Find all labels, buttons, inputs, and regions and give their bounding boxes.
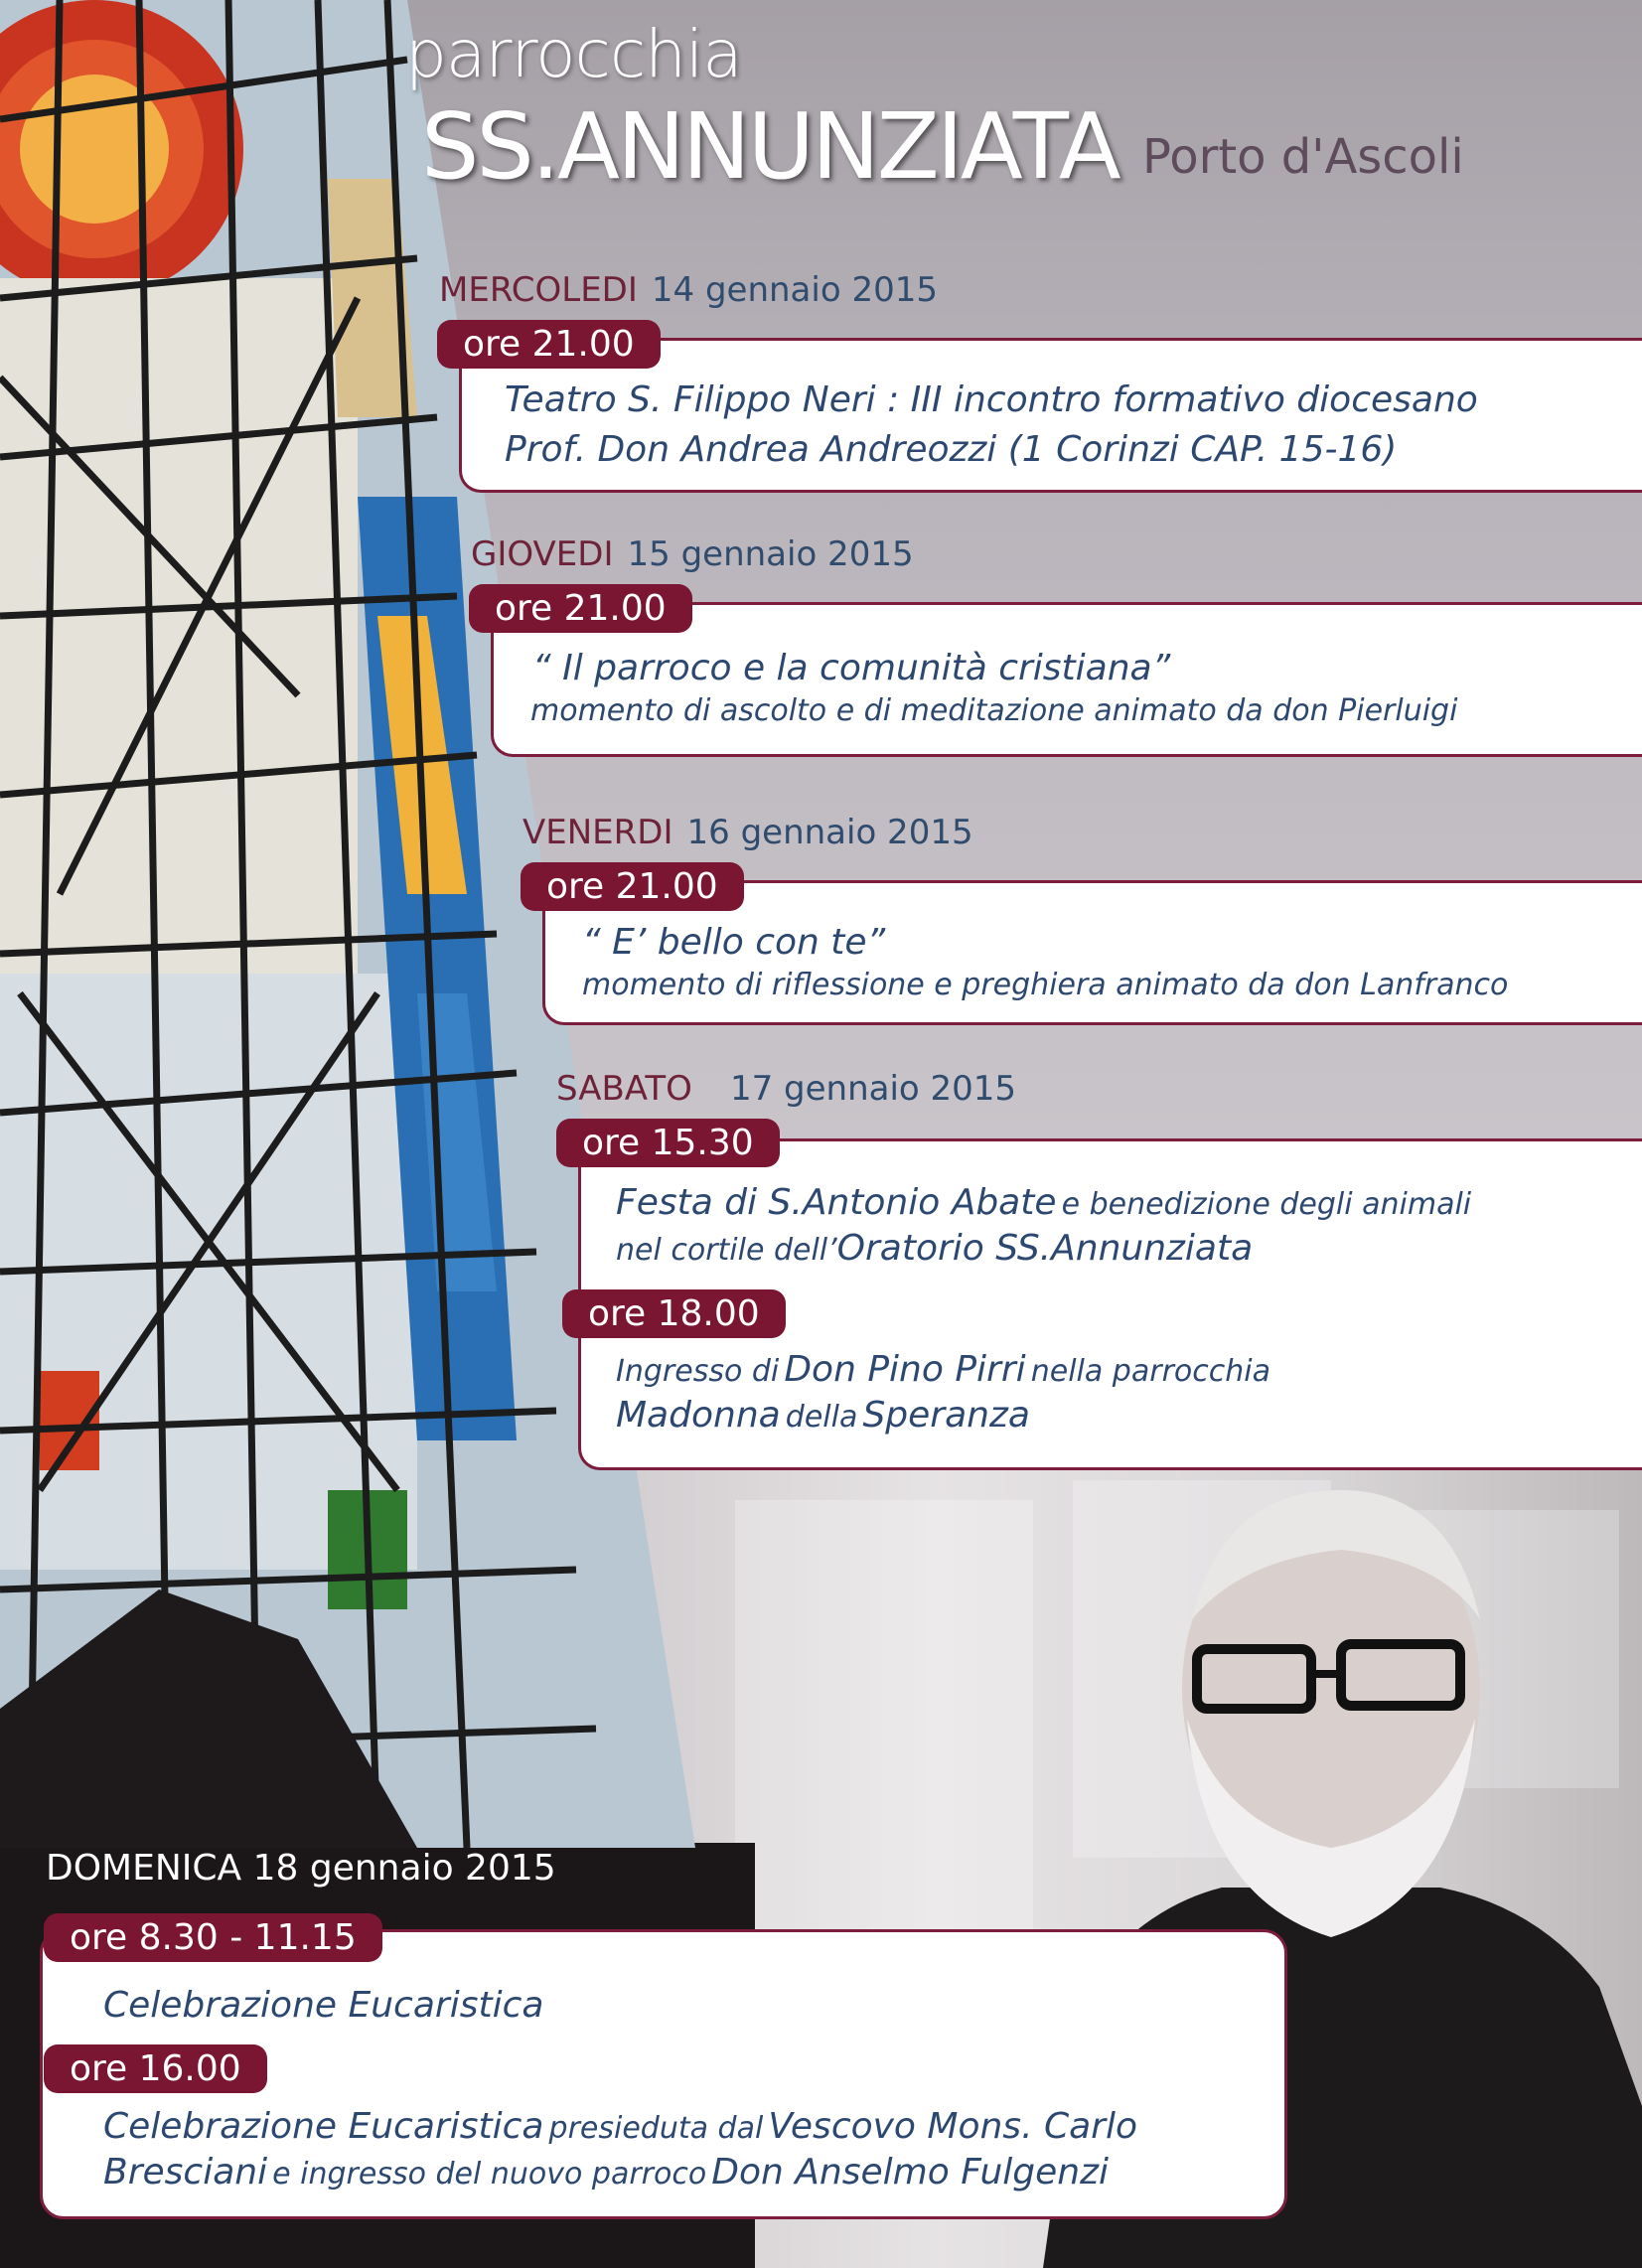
time-badge: ore 15.30: [556, 1119, 780, 1167]
event-day-heading: [556, 1069, 1016, 1109]
event-day-heading: [439, 270, 938, 310]
time-badge: ore 21.00: [437, 320, 661, 369]
event-line: “ E’ bello con te”: [582, 922, 886, 963]
event-text: nella parrocchia: [1030, 1354, 1270, 1389]
event-text: e benedizione degli animali: [1061, 1187, 1472, 1222]
parish-label: parrocchia: [405, 16, 742, 92]
sunday-heading: DOMENICA 18 gennaio 2015: [46, 1848, 556, 1889]
day-name: SABATO: [556, 1069, 692, 1109]
sunday-line: [103, 2106, 1137, 2147]
event-line: Teatro S. Filippo Neri : III incontro formativo diocesano: [505, 379, 1478, 420]
event-line: [616, 1228, 1253, 1269]
parish-name: SS.ANNUNZIATA: [421, 93, 1119, 200]
event-line: momento di ascolto e di meditazione animato da don Pierluigi: [530, 693, 1458, 728]
sunday-line: Celebrazione Eucaristica: [103, 1985, 544, 2026]
event-line: momento di riflessione e preghiera animato da don Lanfranco: [582, 968, 1509, 1002]
event-text: e ingresso del nuovo parroco: [272, 2157, 707, 2192]
event-title: Vescovo Mons. Carlo: [768, 2106, 1137, 2147]
time-badge: ore 21.00: [469, 584, 692, 633]
event-text: presieduta dal: [548, 2111, 764, 2146]
event-title: Don Pino Pirri: [784, 1349, 1026, 1390]
event-title: Speranza: [862, 1395, 1030, 1436]
day-date: 14 gennaio 2015: [651, 270, 938, 310]
day-date: 17 gennaio 2015: [729, 1069, 1017, 1109]
day-name: VENERDI: [522, 813, 673, 852]
event-day-heading: [522, 813, 973, 852]
sunday-line: [103, 2152, 1109, 2192]
time-badge: ore 16.00: [44, 2044, 267, 2093]
time-badge: ore 18.00: [562, 1289, 786, 1338]
time-badge: ore 8.30 - 11.15: [44, 1913, 382, 1962]
event-title: Celebrazione Eucaristica: [103, 2106, 544, 2147]
event-line: “ Il parroco e la comunità cristiana”: [532, 648, 1171, 688]
parish-location: Porto d'Ascoli: [1142, 129, 1464, 185]
day-date: 16 gennaio 2015: [686, 813, 973, 852]
event-title: Madonna: [616, 1395, 781, 1436]
event-title: Festa di S.Antonio Abate: [616, 1182, 1057, 1223]
event-day-heading: [471, 534, 914, 574]
day-name: GIOVEDI: [471, 534, 614, 574]
event-title: Oratorio SS.Annunziata: [836, 1228, 1254, 1269]
event-title: Bresciani: [103, 2152, 268, 2192]
event-line: [616, 1349, 1270, 1390]
event-text: Ingresso di: [616, 1354, 780, 1389]
day-name: MERCOLEDI: [439, 270, 638, 310]
event-line: [616, 1395, 1030, 1436]
wall-panel: [735, 1500, 1033, 1997]
time-badge: ore 21.00: [521, 862, 744, 911]
event-text: nel cortile dell’: [616, 1233, 837, 1268]
event-title: Don Anselmo Fulgenzi: [711, 2152, 1109, 2192]
day-date: 15 gennaio 2015: [627, 534, 914, 574]
event-text: della: [785, 1400, 858, 1435]
event-line: [616, 1182, 1471, 1223]
event-line: Prof. Don Andrea Andreozzi (1 Corinzi CAP. 15-16): [505, 429, 1398, 470]
